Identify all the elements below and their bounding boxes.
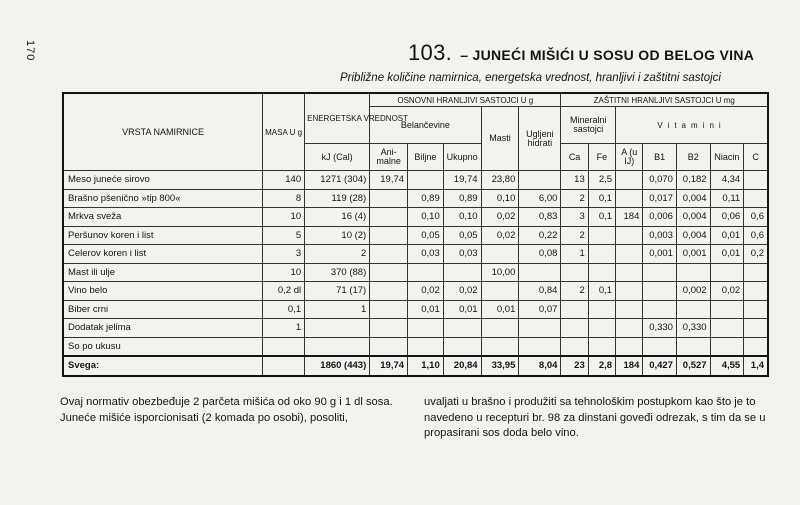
cell-c [744, 300, 768, 319]
cell-a [616, 319, 643, 338]
cell-a [616, 189, 643, 208]
cell-uk: 19,74 [443, 171, 481, 190]
cell-b2: 0,004 [676, 208, 710, 227]
cell-masti: 0,02 [481, 226, 519, 245]
cell-kj [305, 337, 370, 356]
cell-c: 1,4 [744, 356, 768, 376]
cell-b1 [643, 263, 677, 282]
cell-masti [481, 245, 519, 264]
cell-b2 [676, 300, 710, 319]
cell-ca [561, 337, 588, 356]
cell-ani [370, 226, 408, 245]
col-energetska: ENERGETSKA VREDNOST [305, 93, 370, 144]
cell-ca [561, 300, 588, 319]
cell-masa [263, 337, 305, 356]
cell-masa: 0,2 dl [263, 282, 305, 301]
cell-bilj: 0,10 [408, 208, 444, 227]
instructions-right [424, 395, 774, 442]
cell-b1 [643, 282, 677, 301]
cell-name: Vino belo [63, 282, 263, 301]
cell-uk [443, 319, 481, 338]
cell-c [744, 189, 768, 208]
table-row [63, 208, 768, 227]
cell-ani [370, 319, 408, 338]
instructions-paragraph-2: Juneće mišiće isporcionisati (2 komada po osobi), posoliti, [60, 411, 348, 424]
cell-b2: 0,004 [676, 226, 710, 245]
cell-fe [588, 337, 615, 356]
cell-ugh: 0,83 [519, 208, 561, 227]
cell-ugh: 0,07 [519, 300, 561, 319]
cell-fe [588, 245, 615, 264]
cell-uk [443, 337, 481, 356]
cell-bilj: 0,02 [408, 282, 444, 301]
col-group-zastitni: ZAŠTITNI HRANLJIVI SASTOJCI U mg [561, 93, 768, 107]
cell-fe: 2,5 [588, 171, 615, 190]
cell-bilj: 0,89 [408, 189, 444, 208]
cell-kj: 1860 (443) [305, 356, 370, 376]
cell-masa: 8 [263, 189, 305, 208]
cell-fe: 0,1 [588, 282, 615, 301]
cell-b2: 0,182 [676, 171, 710, 190]
col-vrsta-namirnice: VRSTA NAMIRNICE [63, 93, 263, 171]
cell-uk: 0,01 [443, 300, 481, 319]
cell-name: Mast ili ulje [63, 263, 263, 282]
cell-b1 [643, 300, 677, 319]
cell-b2: 0,330 [676, 319, 710, 338]
table-row [63, 171, 768, 190]
cell-masa: 1 [263, 319, 305, 338]
cell-kj: 1271 (304) [305, 171, 370, 190]
cell-b1: 0,330 [643, 319, 677, 338]
cell-a [616, 245, 643, 264]
cell-uk [443, 263, 481, 282]
cell-ca: 23 [561, 356, 588, 376]
col-masti: Masti [481, 107, 519, 171]
cell-kj: 119 (28) [305, 189, 370, 208]
table-row [63, 337, 768, 356]
table-row [63, 282, 768, 301]
recipe-name: – JUNEĆI MIŠIĆI U SOSU OD BELOG VINA [460, 47, 755, 63]
recipe-number: 103. [408, 40, 453, 65]
cell-b1: 0,427 [643, 356, 677, 376]
cell-ca [561, 263, 588, 282]
col-vitamin-a: A (u IJ) [616, 144, 643, 171]
cell-uk: 0,02 [443, 282, 481, 301]
col-group-mineralni: Mineralni sastojci [561, 107, 616, 144]
cell-kj: 2 [305, 245, 370, 264]
cell-b1: 0,003 [643, 226, 677, 245]
cell-uk: 0,03 [443, 245, 481, 264]
cell-masa [263, 356, 305, 376]
cell-niacin: 0,01 [710, 245, 744, 264]
cell-ca: 1 [561, 245, 588, 264]
cell-ani: 19,74 [370, 171, 408, 190]
cell-ani [370, 300, 408, 319]
cell-ani: 19,74 [370, 356, 408, 376]
cell-ugh: 0,84 [519, 282, 561, 301]
cell-a [616, 171, 643, 190]
cell-fe [588, 226, 615, 245]
cell-niacin: 4,34 [710, 171, 744, 190]
table-row [63, 226, 768, 245]
col-masa: MASA U g [263, 93, 305, 171]
cell-ugh: 8,04 [519, 356, 561, 376]
cell-name: Mrkva sveža [63, 208, 263, 227]
cell-niacin: 0,11 [710, 189, 744, 208]
cell-niacin: 0,06 [710, 208, 744, 227]
cell-masti: 0,10 [481, 189, 519, 208]
nutrition-table [62, 92, 769, 377]
cell-fe: 0,1 [588, 189, 615, 208]
cell-c: 0,6 [744, 208, 768, 227]
recipe-subtitle: Približne količine namirnica, energetska vrednost, hranljivi i zaštitni sastojci [340, 72, 721, 84]
cell-masti: 10,00 [481, 263, 519, 282]
cell-name: Brašno pšenično »tip 800« [63, 189, 263, 208]
cell-masti: 33,95 [481, 356, 519, 376]
cell-masa: 10 [263, 208, 305, 227]
cell-fe: 2,8 [588, 356, 615, 376]
cell-ugh [519, 171, 561, 190]
cell-ani [370, 337, 408, 356]
cell-kj: 1 [305, 300, 370, 319]
cell-ani [370, 245, 408, 264]
cell-kj: 370 (88) [305, 263, 370, 282]
cell-ani [370, 208, 408, 227]
col-kj-cal: kJ (Cal) [305, 144, 370, 171]
cell-masti: 23,80 [481, 171, 519, 190]
cell-masti [481, 337, 519, 356]
col-group-vitamini: Vitamini [616, 107, 768, 144]
cell-ca: 2 [561, 226, 588, 245]
cell-masti: 0,02 [481, 208, 519, 227]
cell-b2: 0,527 [676, 356, 710, 376]
cell-a [616, 300, 643, 319]
cell-uk: 0,89 [443, 189, 481, 208]
page-number: 170 [24, 40, 36, 62]
cell-ca [561, 319, 588, 338]
cell-fe [588, 300, 615, 319]
cell-c [744, 263, 768, 282]
cell-b1 [643, 337, 677, 356]
cell-name: Celerov koren i list [63, 245, 263, 264]
instructions-left [60, 395, 400, 426]
cell-ugh [519, 263, 561, 282]
cell-niacin [710, 319, 744, 338]
cell-bilj [408, 171, 444, 190]
cell-ani [370, 263, 408, 282]
cell-niacin: 0,01 [710, 226, 744, 245]
cell-bilj [408, 263, 444, 282]
cell-niacin: 4,55 [710, 356, 744, 376]
cell-ca: 13 [561, 171, 588, 190]
cell-c [744, 171, 768, 190]
cell-niacin [710, 300, 744, 319]
cell-c [744, 282, 768, 301]
col-ukupno: Ukupno [443, 144, 481, 171]
cell-uk: 0,05 [443, 226, 481, 245]
cell-masa: 140 [263, 171, 305, 190]
cell-niacin [710, 263, 744, 282]
cell-a: 184 [616, 356, 643, 376]
cell-masa: 5 [263, 226, 305, 245]
cell-kj: 10 (2) [305, 226, 370, 245]
cell-a [616, 337, 643, 356]
cell-uk: 20,84 [443, 356, 481, 376]
cell-ugh: 0,22 [519, 226, 561, 245]
cell-masti [481, 282, 519, 301]
cell-name: Meso juneće sirovo [63, 171, 263, 190]
col-vitamin-b1: B1 [643, 144, 677, 171]
col-group-belancevine: Belančevine [370, 107, 481, 144]
cell-b2 [676, 337, 710, 356]
cell-b1: 0,006 [643, 208, 677, 227]
cell-b2: 0,002 [676, 282, 710, 301]
col-animalne: Ani-malne [370, 144, 408, 171]
cell-bilj: 0,03 [408, 245, 444, 264]
cell-ugh [519, 319, 561, 338]
table-row [63, 245, 768, 264]
col-group-osnovni: OSNOVNI HRANLJIVI SASTOJCI U g [370, 93, 561, 107]
cell-b1: 0,017 [643, 189, 677, 208]
col-vitamin-b2: B2 [676, 144, 710, 171]
cell-kj: 16 (4) [305, 208, 370, 227]
table-row [63, 319, 768, 338]
cell-ca: 2 [561, 282, 588, 301]
cell-c: 0,2 [744, 245, 768, 264]
cell-ugh [519, 337, 561, 356]
cell-bilj [408, 337, 444, 356]
cell-fe [588, 263, 615, 282]
cell-name: Dodatak jelima [63, 319, 263, 338]
cell-kj: 71 (17) [305, 282, 370, 301]
col-niacin: Niacin [710, 144, 744, 171]
cell-ca: 3 [561, 208, 588, 227]
col-ugljeni-hidrati: Ugljeni hidrati [519, 107, 561, 171]
cell-ca: 2 [561, 189, 588, 208]
table-row [63, 189, 768, 208]
recipe-title [408, 40, 754, 66]
cell-bilj: 0,05 [408, 226, 444, 245]
cell-ugh: 6,00 [519, 189, 561, 208]
cell-kj [305, 319, 370, 338]
cell-masa: 0,1 [263, 300, 305, 319]
cell-b1: 0,070 [643, 171, 677, 190]
cell-a [616, 263, 643, 282]
col-ca: Ca [561, 144, 588, 171]
cell-masti [481, 319, 519, 338]
instructions-paragraph-3: uvaljati u brašno i produžiti sa tehnološkim postupkom kao što je to navedeno u recepturi br. 98 za dinstani goveđi odrezak, s tim da se u propasirani sos doda belo vino. [424, 396, 766, 439]
cell-a: 184 [616, 208, 643, 227]
cell-c [744, 319, 768, 338]
cell-name: Peršunov koren i list [63, 226, 263, 245]
cell-masa: 3 [263, 245, 305, 264]
table-row [63, 263, 768, 282]
cell-c [744, 337, 768, 356]
table-body [63, 171, 768, 376]
cell-ani [370, 189, 408, 208]
cell-niacin [710, 337, 744, 356]
cell-fe [588, 319, 615, 338]
cell-name: Svega: [63, 356, 263, 376]
table-total-row [63, 356, 768, 376]
cell-uk: 0,10 [443, 208, 481, 227]
cell-bilj: 1,10 [408, 356, 444, 376]
cell-b1: 0,001 [643, 245, 677, 264]
cell-bilj: 0,01 [408, 300, 444, 319]
table-row [63, 300, 768, 319]
cell-b2: 0,004 [676, 189, 710, 208]
cell-a [616, 282, 643, 301]
col-biljne: Biljne [408, 144, 444, 171]
cell-ugh: 0,08 [519, 245, 561, 264]
cell-fe: 0,1 [588, 208, 615, 227]
cell-b2: 0,001 [676, 245, 710, 264]
cell-a [616, 226, 643, 245]
cell-ani [370, 282, 408, 301]
cell-bilj [408, 319, 444, 338]
cell-name: So po ukusu [63, 337, 263, 356]
cell-masti: 0,01 [481, 300, 519, 319]
cell-masa: 10 [263, 263, 305, 282]
col-vitamin-c: C [744, 144, 768, 171]
col-fe: Fe [588, 144, 615, 171]
instructions-paragraph-1: Ovaj normativ obezbeđuje 2 parčeta mišića od oko 90 g i 1 dl sosa. [60, 396, 393, 408]
cell-c: 0,6 [744, 226, 768, 245]
cell-niacin: 0,02 [710, 282, 744, 301]
cell-name: Biber crni [63, 300, 263, 319]
cell-b2 [676, 263, 710, 282]
